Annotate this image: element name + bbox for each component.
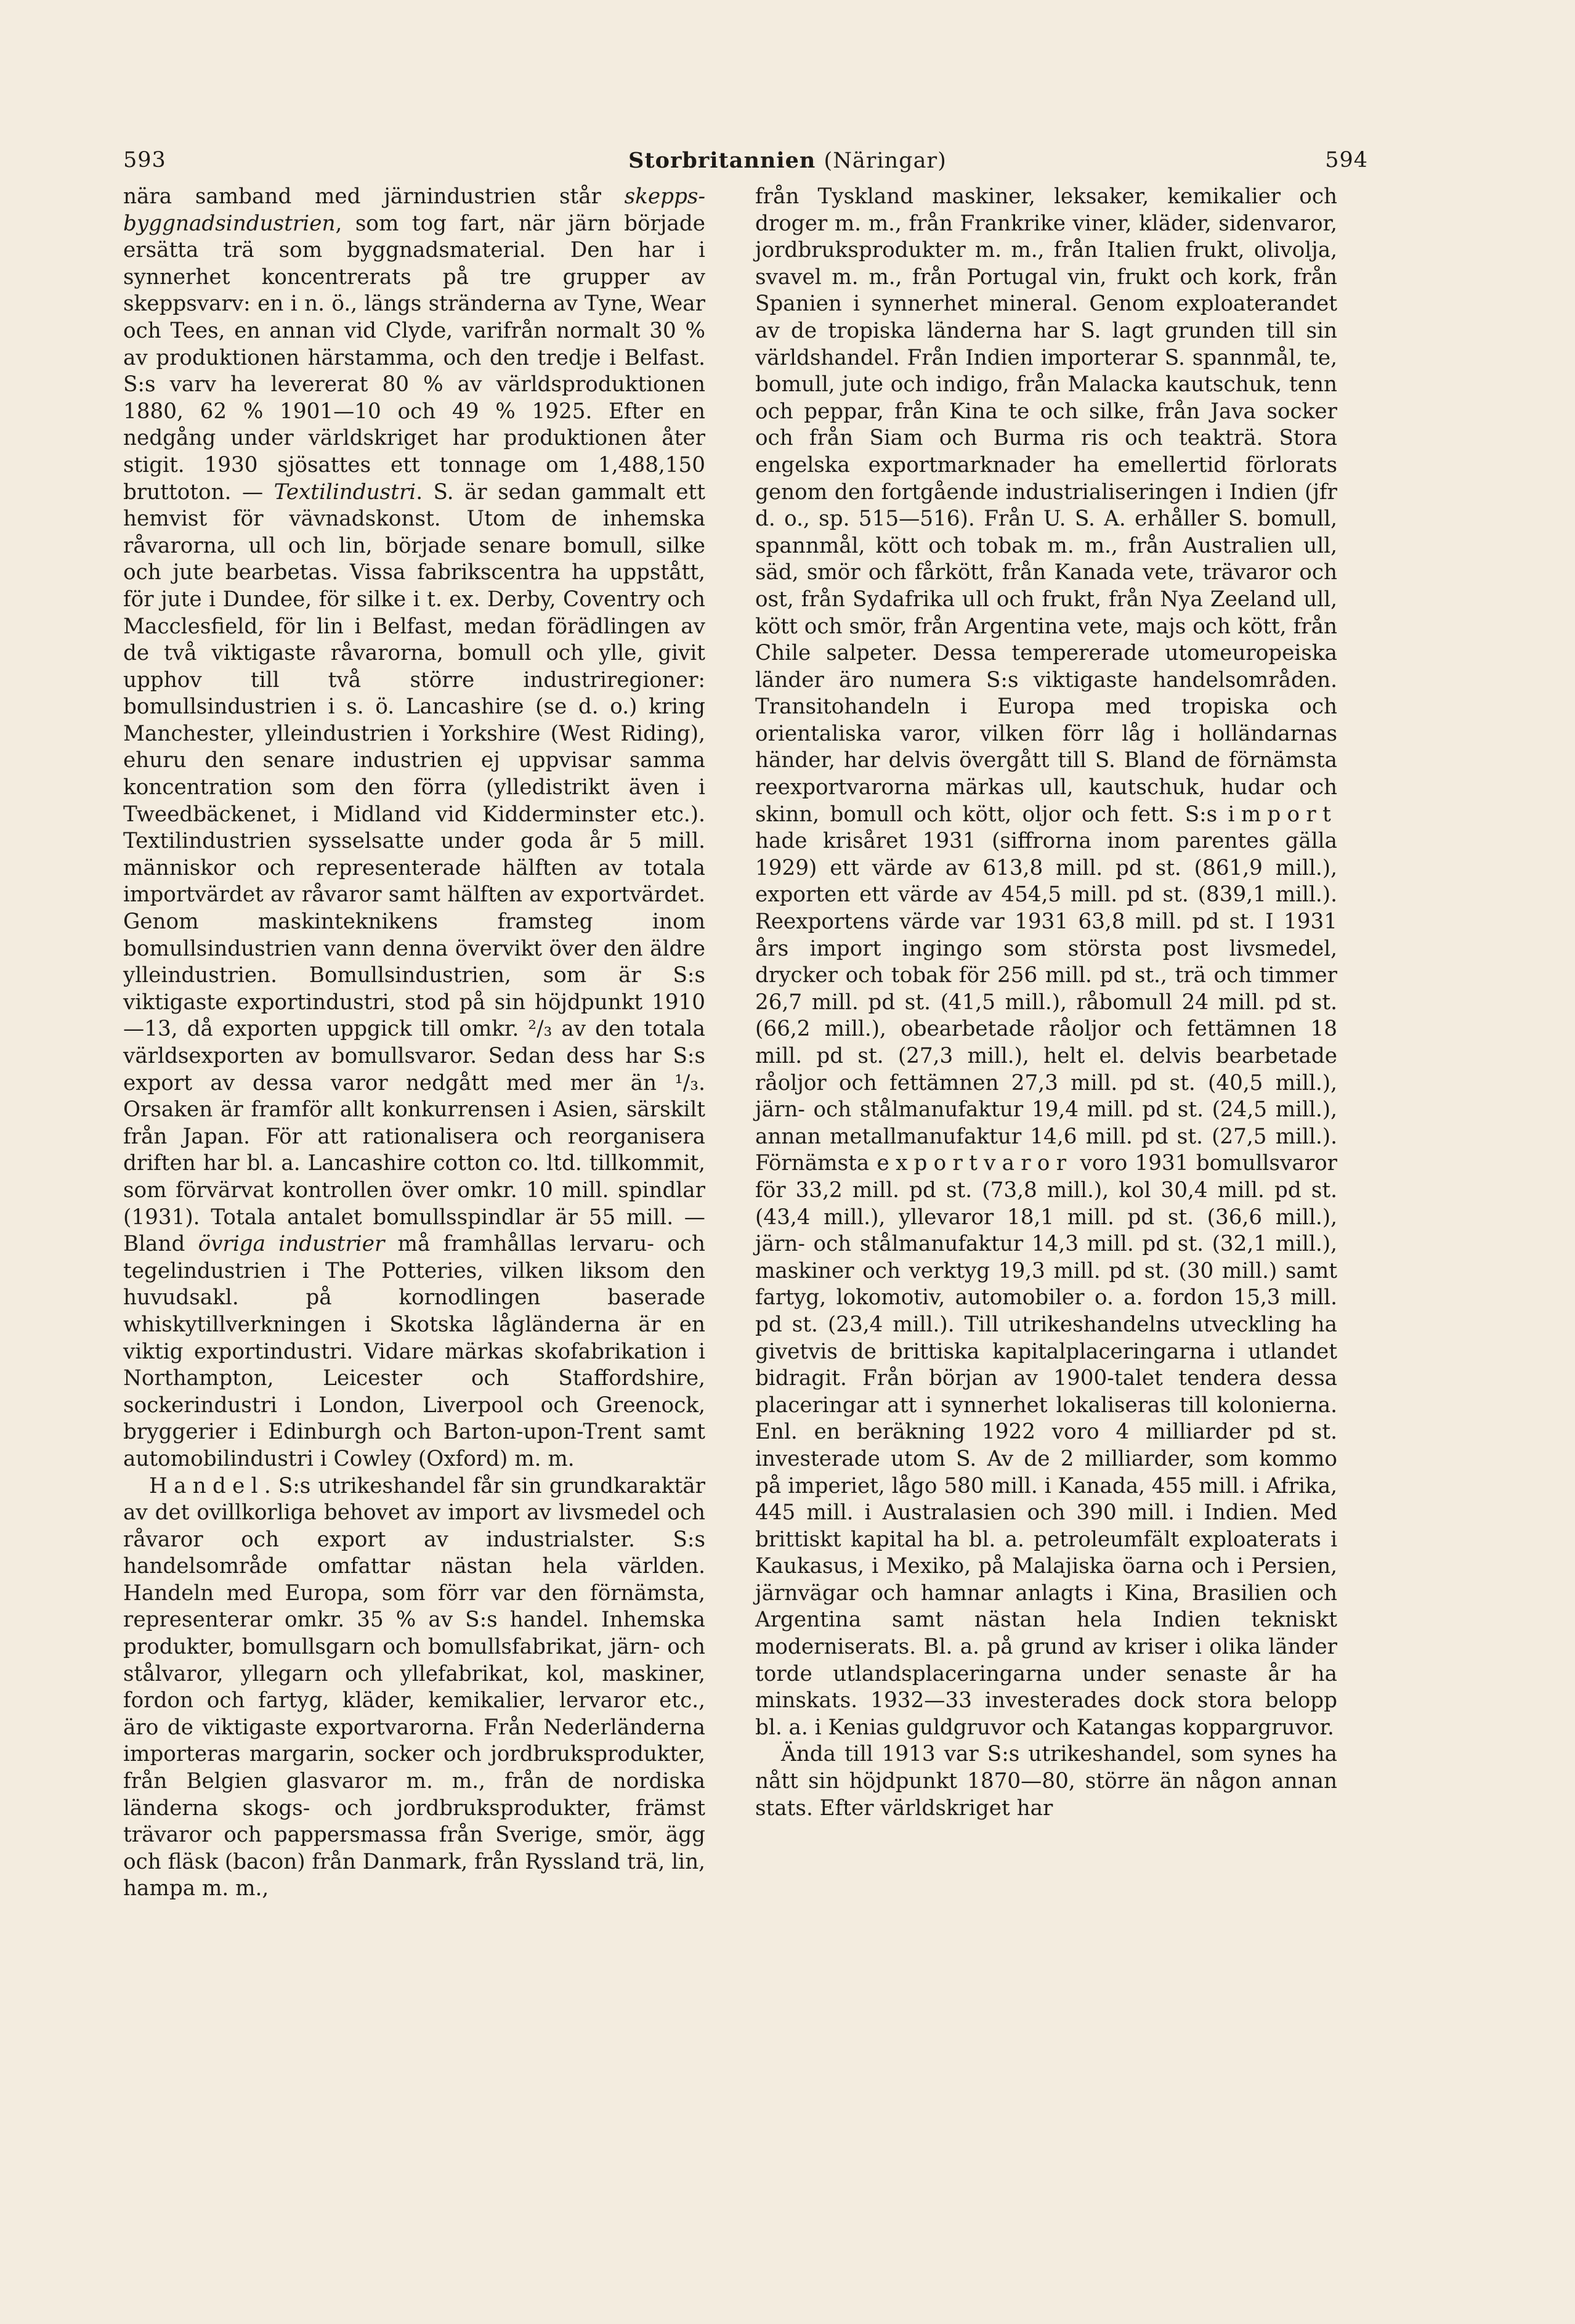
page-number-left: 593 [123, 148, 166, 173]
paragraph [123, 184, 705, 1473]
right-column [755, 184, 1337, 1822]
text-run: . S. är sedan gammalt ett hemvist för vävnadskonst. Utom de inhemska råvarorna, ull och lin, började senare bomull, silke och jute bearbetas. Vissa fabrikscentra ha uppstått, för jute i Dundee, för silke i t. ex. Derby, Coventry och Macclesfield, för lin i Belfast, medan förädlingen av de två viktigaste råvarorna, bomull och ylle, givit upphov till två större industriregioner: bomullsindustrien i s. ö. Lancashire (se d. o.) kring Manchester, ylleindustrien i Yorkshire (West Riding), ehuru den senare industrien ej uppvisar samma koncentration som den förra (ylledistrikt även i Tweedbäckenet, i Midland vid Kidderminster etc.). Textilindustrien sysselsatte under goda år 5 mill. människor och representerade hälften av totala importvärdet av råvaror samt hälften av exportvärdet. Genom maskinteknikens framsteg inom bomullsindustrien vann denna övervikt över den äldre ylleindustrien. Bomullsindustrien, som är S:s viktigaste exportindustri, stod på sin höjdpunkt 1910—13, då exporten uppgick till omkr. ²/₃ av den totala världsexporten av bomullsvaror. Sedan dess har S:s export av dessa varor nedgått med mer än ¹/₃. Orsaken är framför allt konkurrensen i Asien, särskilt från Japan. För att rationalisera och reorganisera driften har bl. a. Lancashire cotton co. ltd. tillkommit, som förvärvat kontrollen över omkr. 10 mill. spindlar (1931). Totala antalet bomullsspindlar är 55 mill. — Bland [123, 479, 705, 1257]
header-subtitle: (Näringar) [824, 148, 947, 173]
section-heading: Handel [149, 1473, 264, 1498]
text-run: voro 1931 bomullsvaror för 33,2 mill. pd st. (73,8 mill.), kol 30,4 mill. pd st. (43,4 mill.), yllevaror 18,1 mill. pd st. (36,6 mill.), järn- och stålmanufaktur 14,3 mill. pd st. (32,1 mill.), maskiner och verktyg 19,3 mill. pd st. (30 mill.) samt fartyg, lokomotiv, automobiler o. a. fordon 15,3 mill. pd st. (23,4 mill.). Till utrikeshandelns utveckling ha givetvis de brittiska kapitalplaceringarna i utlandet bidragit. Från början av 1900-talet tendera dessa placeringar att i synnerhet lokaliseras till kolonierna. Enl. en beräkning 1922 voro 4 milliarder pd st. investerade utom S. Av de 2 milliarder, som kommo på imperiet, lågo 580 mill. i Kanada, 455 mill. i Afrika, 445 mill. i Australasien och 390 mill. i Indien. Med brittiskt kapital ha bl. a. petroleumfält exploaterats i Kaukasus, i Mexiko, på Malajiska öarna och i Persien, järnvägar och hamnar anlagts i Kina, Brasilien och Argentina samt nästan hela Indien tekniskt moderniserats. Bl. a. på grund av kriser i olika länder torde utlandsplaceringarna under senaste år ha minskats. 1932—33 investerades dock stora belopp bl. a. i Kenias guldgruvor och Katangas koppargruvor. [755, 1151, 1337, 1740]
paragraph [123, 1473, 705, 1903]
page-number-right: 594 [1325, 148, 1368, 173]
italic-term: Textilindustri [273, 479, 416, 505]
paragraph [755, 184, 1337, 1741]
italic-term: övriga industrier [198, 1232, 385, 1257]
text-run: , som tog fart, när järn började ersätta trä som byggnadsmaterial. Den har i synnerhet koncentrerats på tre grupper av skeppsvarv: en i n. ö., längs stränderna av Tyne, Wear och Tees, en annan vid Clyde, varifrån normalt 30 % av produktionen härstamma, och den tredje i Belfast. S:s varv ha levererat 80 % av världsproduktionen 1880, 62 % 1901—10 och 49 % 1925. Efter en nedgång under världskriget har produktionen åter stigit. 1930 sjösattes ett tonnage om 1,488,150 bruttoton. — [123, 211, 705, 505]
text-run: må framhållas lervaru- och tegelindustrien i The Potteries, vilken liksom den huvudsakl. på kornodlingen baserade whiskytillverkningen i Skotska lågländerna är en viktig exportindustri. Vidare märkas skofabrikation i Northampton, Leicester och Staffordshire, sockerindustri i London, Liverpool och Greenock, bryggerier i Edinburgh och Barton-upon-Trent samt automobilindustri i Cowley (Oxford) m. m. [123, 1232, 705, 1471]
paragraph: Ända till 1913 var S:s utrikeshandel, som synes ha nått sin höjdpunkt 1870—80, större än någon annan stats. Efter världskriget har [755, 1742, 1337, 1821]
left-column [123, 184, 705, 1903]
header-title: Storbritannien [628, 148, 816, 173]
text-run: från Tyskland maskiner, leksaker, kemikalier och droger m. m., från Frankrike viner, kläder, sidenvaror, jordbruksprodukter m. m., från Italien frukt, olivolja, svavel m. m., från Portugal vin, frukt och kork, från Spanien i synnerhet mineral. Genom exploaterandet av de tropiska länderna har S. lagt grunden till sin världshandel. Från Indien importerar S. spannmål, te, bomull, jute och indigo, från Malacka kautschuk, tenn och peppar, från Kina te och silke, från Java socker och från Siam och Burma ris och teakträ. Stora engelska exportmarknader ha emellertid förlorats genom den fortgående industrialiseringen i Indien (jfr d. o., sp. 515—516). Från U. S. A. erhåller S. bomull, spannmål, kött och tobak m. m., från Australien ull, säd, smör och fårkött, från Kanada vete, trävaror och ost, från Sydafrika ull och frukt, från Nya Zeeland ull, kött och smör, från Argentina vete, majs och kött, från Chile salpeter. Dessa tempererade utomeuropeiska länder äro numera S:s viktigaste handelsområden. Transitohandeln i Europa med tropiska och orientaliska varor, vilken förr låg i holländarnas händer, har delvis övergått till S. Bland de förnämsta reexportvarorna märkas ull, kautschuk, hudar och skinn, bomull och kött, oljor och fett. S:s [755, 184, 1337, 827]
spaced-term: exportvaror [877, 1151, 1073, 1176]
italic-term: skepps-byggnadsindustrien [123, 184, 705, 236]
text-run: . S:s utrikeshandel får sin grundkaraktär av det ovillkorliga behovet av import av livsmedel och råvaror och export av industrialster. S:s handelsområde omfattar nästan hela världen. Handeln med Europa, som förr var den förnämsta, representerar omkr. 35 % av S:s handel. Inhemska produkter, bomullsgarn och bomullsfabrikat, järn- och stålvaror, yllegarn och yllefabrikat, kol, maskiner, fordon och fartyg, kläder, kemikalier, lervaror etc., äro de viktigaste exportvarorna. Från Nederländerna importeras margarin, socker och jordbruksprodukter, från Belgien glasvaror m. m., från de nordiska länderna skogs- och jordbruksprodukter, främst trävaror och pappersmassa från Sverige, smör, ägg och fläsk (bacon) från Danmark, från Ryssland trä, lin, hampa m. m., [123, 1473, 705, 1901]
text-run: nära samband med järnindustrien står [123, 184, 625, 209]
spaced-term: import [1228, 802, 1337, 827]
text-run: hade krisåret 1931 (siffrorna inom parentes gälla 1929) ett värde av 613,8 mill. pd st. (861,9 mill.), exporten ett värde av 454,5 mill. pd st. (839,1 mill.). Reexportens värde var 1931 63,8 mill. pd st. I 1931 års import ingingo som största post livsmedel, drycker och tobak för 256 mill. pd st., trä och timmer 26,7 mill. pd st. (41,5 mill.), råbomull 24 mill. pd st. (66,2 mill.), obearbetade råoljor och fettämnen 18 mill. pd st. (27,3 mill.), helt el. delvis bearbetade råoljor och fettämnen 27,3 mill. pd st. (40,5 mill.), järn- och stålmanufaktur 19,4 mill. pd st. (24,5 mill.), annan metallmanufaktur 14,6 mill. pd st. (27,5 mill.). Förnämsta [755, 829, 1337, 1176]
